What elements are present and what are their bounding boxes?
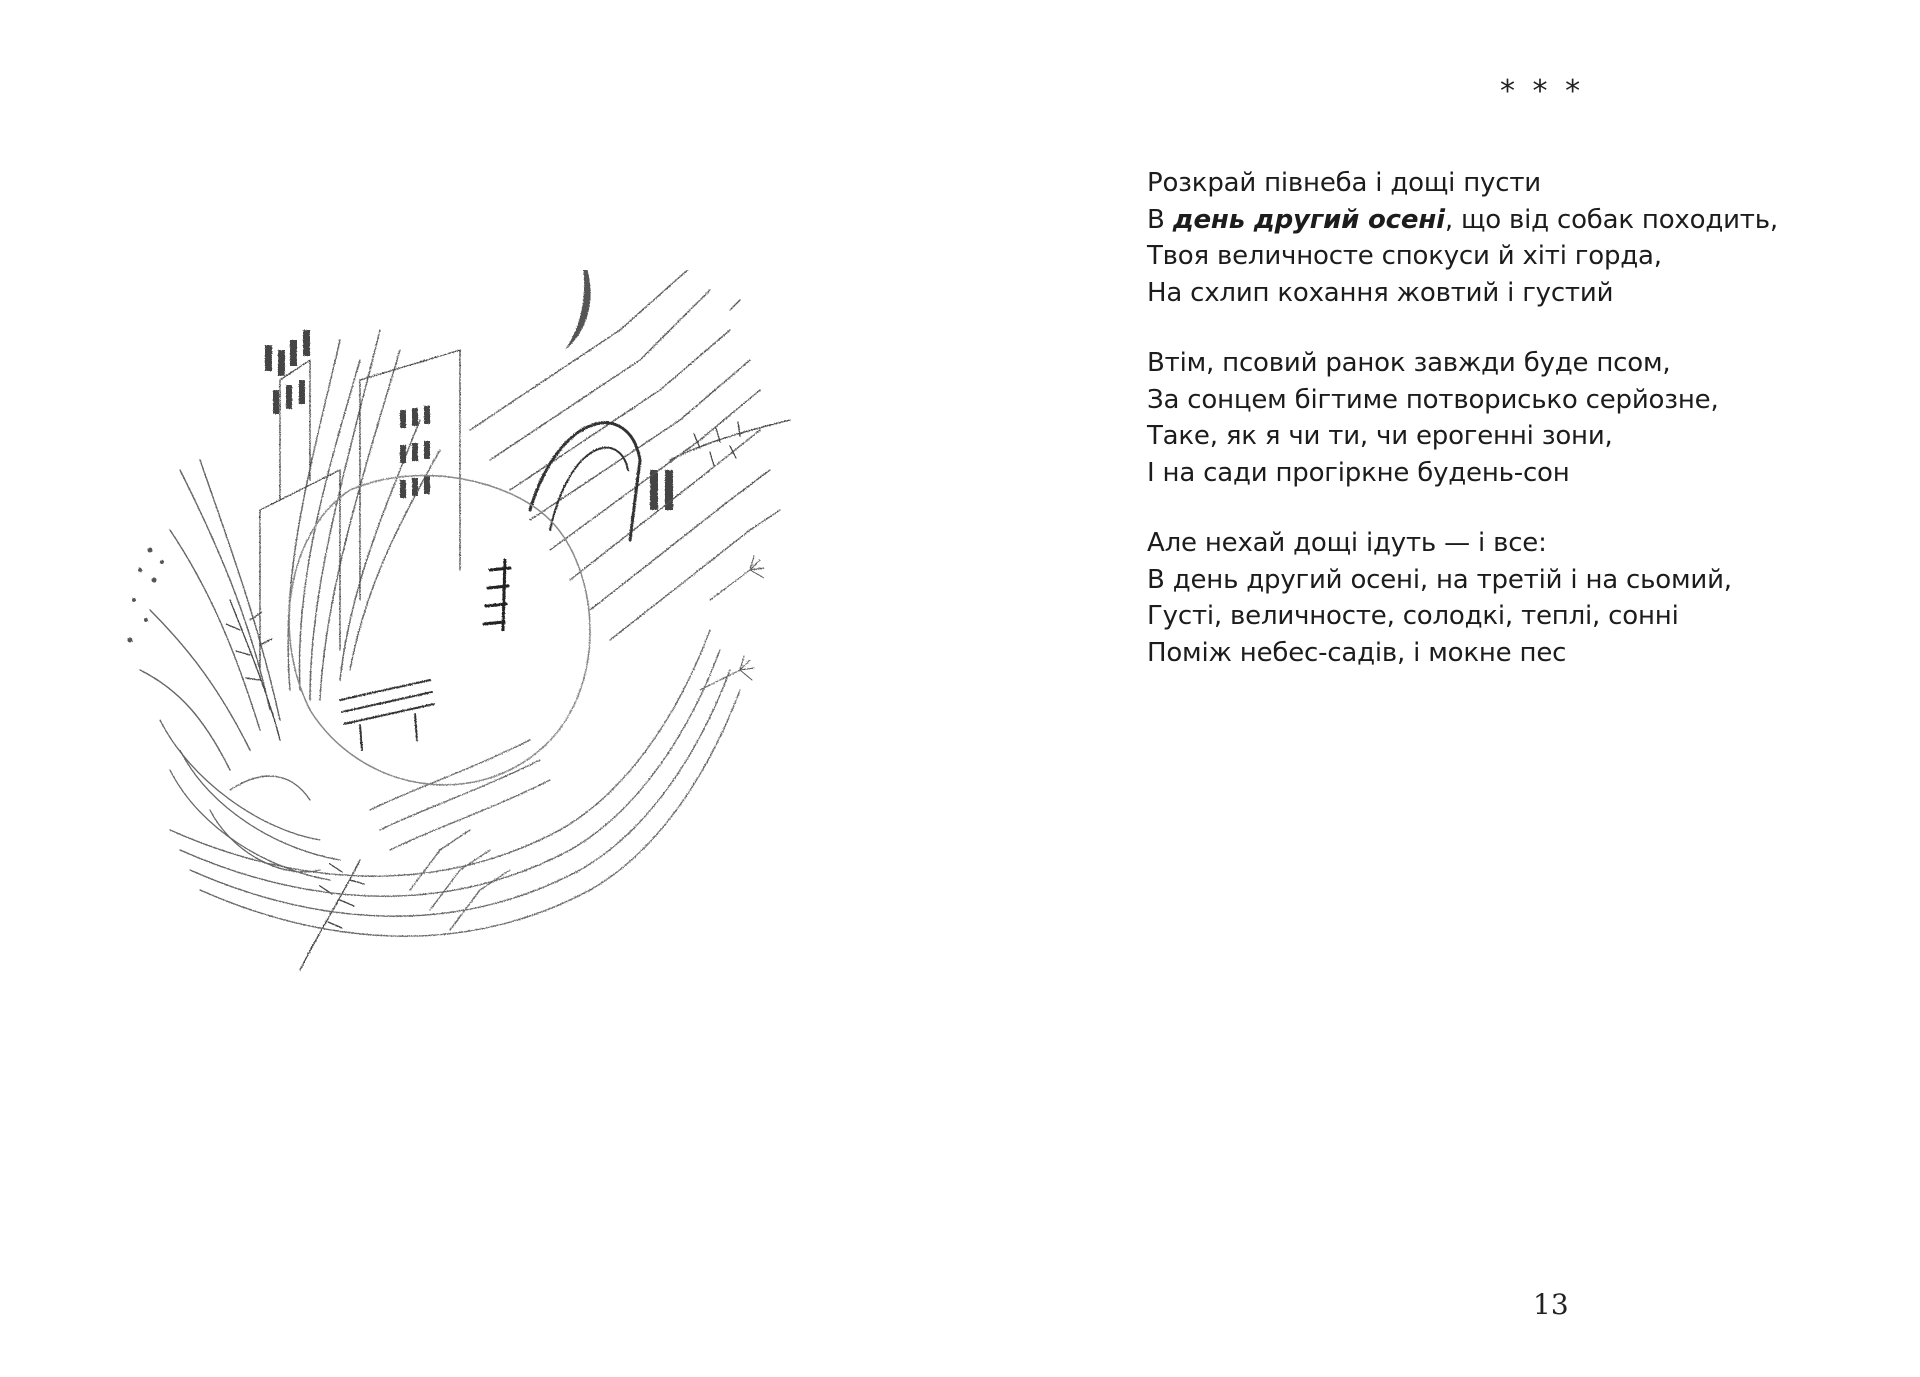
line-suffix: , що від собак походить,: [1444, 204, 1778, 235]
stanza-3: [1147, 525, 1887, 671]
stanza-2: [1147, 345, 1887, 491]
poem-line: Поміж небес-садів, і мокне пес: [1147, 637, 1567, 668]
emphasized-phrase: день другий осені: [1172, 204, 1445, 235]
poem-line: Але нехай дощі ідуть — і все:: [1147, 528, 1547, 558]
poem-line: Розкрай півнеба і дощі пусти: [1147, 168, 1541, 198]
poem-line: Густі, величносте, солодкі, теплі, сонні: [1147, 601, 1679, 631]
poem-line: [1147, 202, 1887, 239]
stanza-1: [1147, 165, 1887, 311]
right-page: [960, 0, 1920, 1377]
poem-line: Твоя величносте спокуси й хіті горда,: [1147, 241, 1662, 271]
section-divider-asterisks: * * *: [1500, 74, 1585, 109]
line-prefix: В: [1147, 204, 1173, 235]
page-number: 13: [1533, 1288, 1569, 1321]
poem-line: Таке, як я чи ти, чи ерогенні зони,: [1147, 421, 1613, 451]
poem-line: За сонцем бігтиме потворисько серйозне,: [1147, 384, 1719, 415]
poem-line: В день другий осені, на третій і на сьомий,: [1147, 564, 1732, 595]
wreath-illustration: [110, 270, 900, 1150]
poem-line: На схлип кохання жовтий і густий: [1147, 277, 1614, 308]
poem-line: І на сади прогіркне будень-сон: [1147, 457, 1570, 488]
poem: [1147, 165, 1887, 705]
poem-line: Втім, псовий ранок завжди буде псом,: [1147, 348, 1671, 378]
